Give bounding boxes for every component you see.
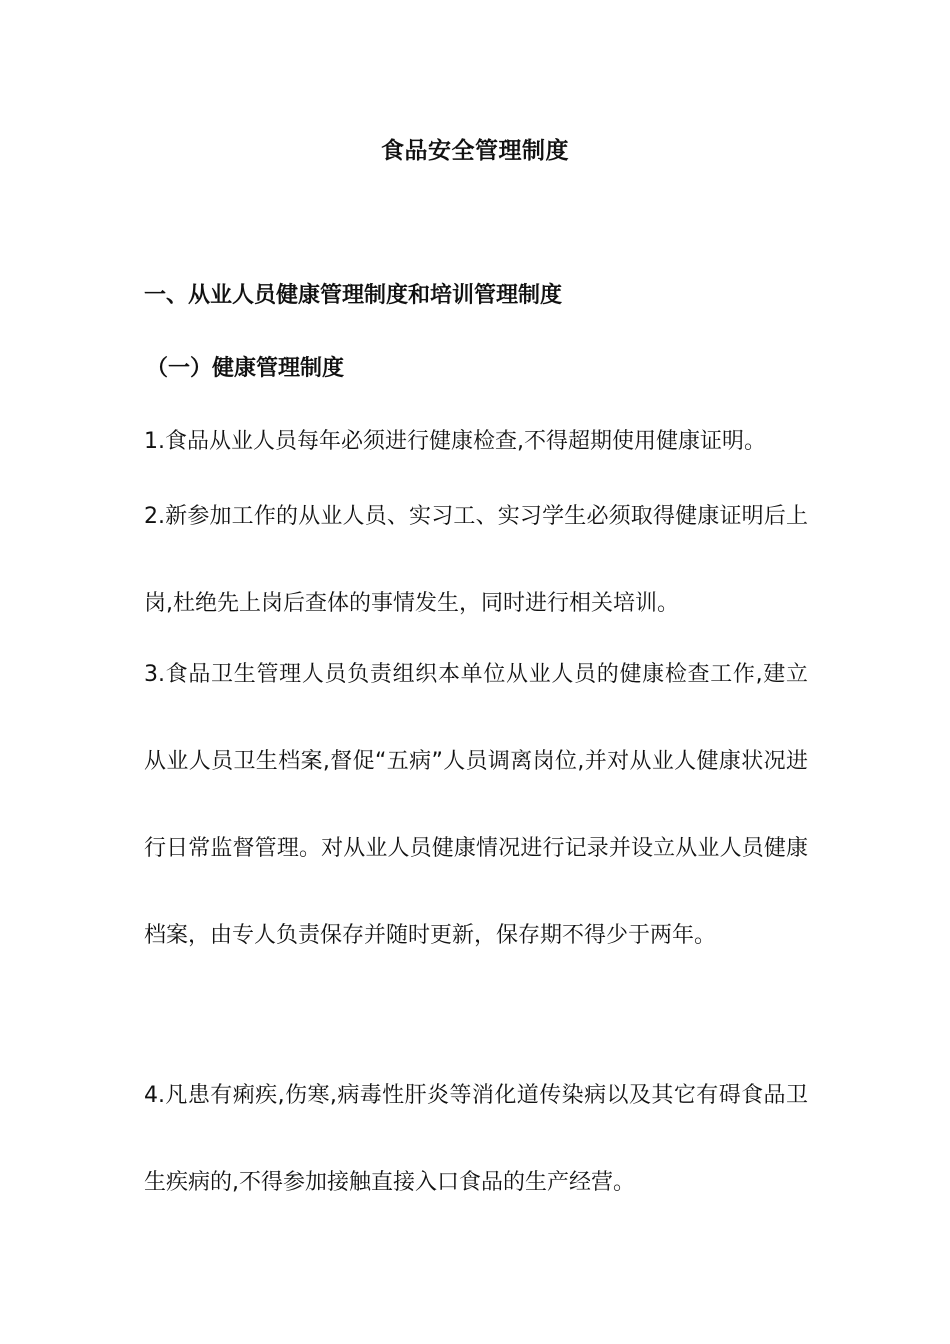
document-title: 食品安全管理制度 [381, 138, 569, 164]
paragraph-item-4: 4.凡患有痢疾,伤寒,病毒性肝炎等消化道传染病以及其它有碍食品卫生疾病的,不得参加接触直接入口食品的生产经营。 [144, 1083, 808, 1195]
paragraph-item-3: 3.食品卫生管理人员负责组织本单位从业人员的健康检查工作,建立从业人员卫生档案,督促“五病”人员调离岗位,并对从业人健康状况进行日常监督管理。对从业人员健康情况进行记录并设立从业人员健康档案，由专人负责保存并随时更新，保存期不得少于两年。 [144, 662, 808, 948]
paragraph-item-1: 1.食品从业人员每年必须进行健康检查,不得超期使用健康证明。 [144, 429, 766, 454]
paragraph-item-2: 2.新参加工作的从业人员、实习工、实习学生必须取得健康证明后上岗,杜绝先上岗后查体的事情发生，同时进行相关培训。 [144, 504, 808, 616]
subsection-heading: （一）健康管理制度 [146, 356, 345, 381]
section-heading: 一、从业人员健康管理制度和培训管理制度 [144, 283, 563, 308]
